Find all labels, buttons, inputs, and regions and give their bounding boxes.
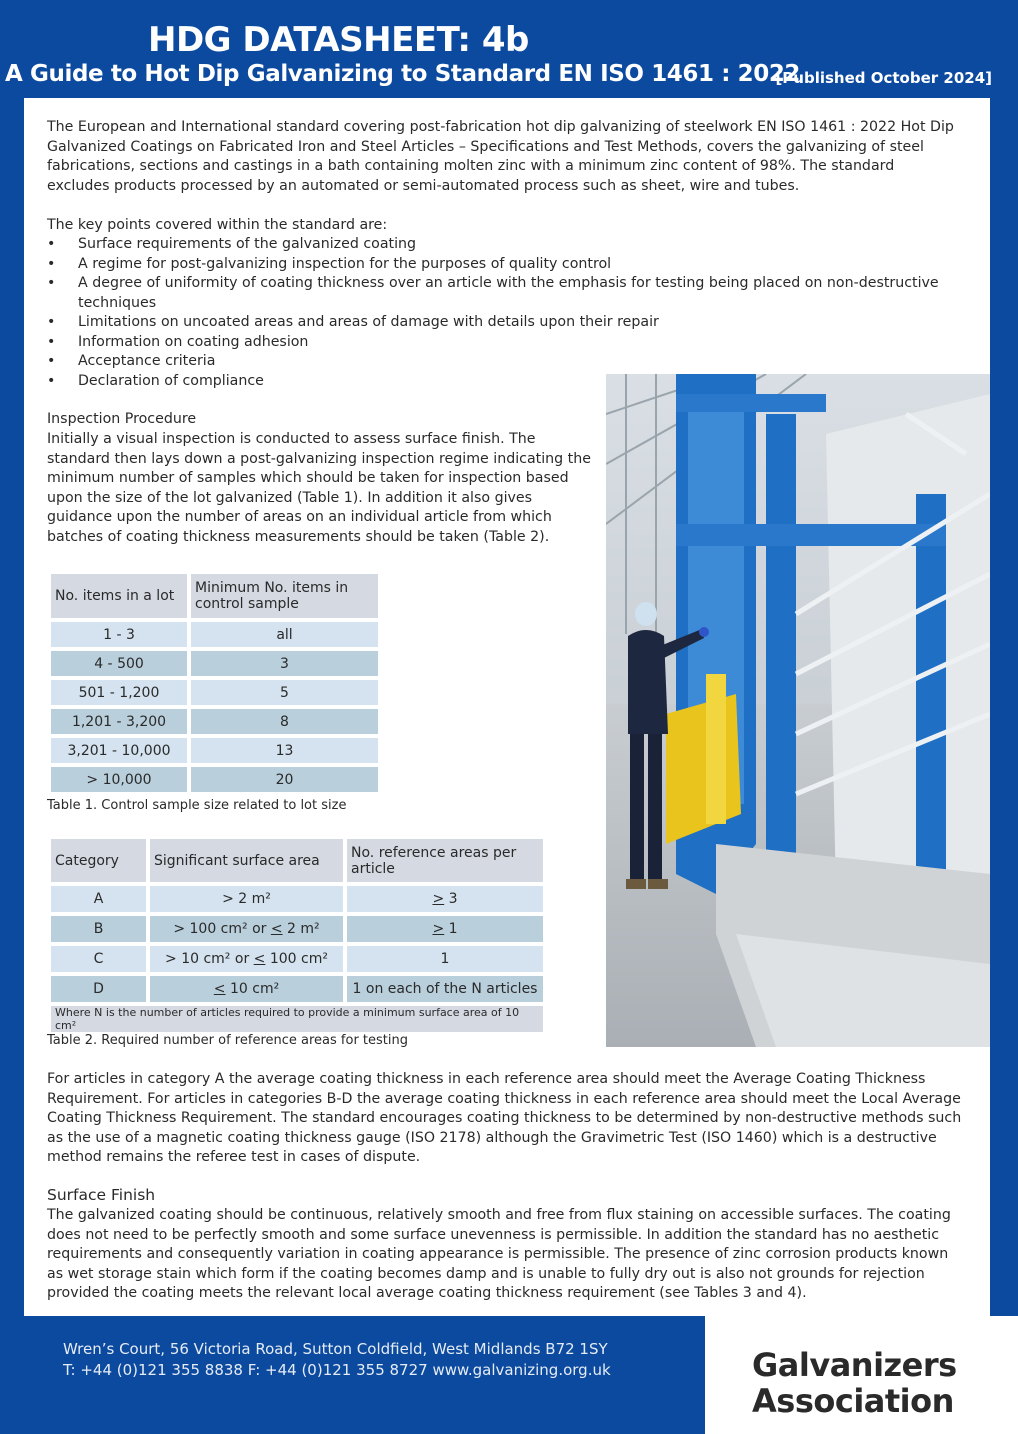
table-cell [347, 886, 543, 912]
list-item-text: Limitations on uncoated areas and areas of damage with details upon their repair [78, 314, 659, 330]
content-panel [24, 98, 990, 1316]
table-row [51, 709, 378, 734]
table-cell [150, 916, 343, 942]
bullet-icon: • [47, 275, 56, 291]
table-cell: 5 [191, 680, 378, 705]
table-header-cell: No. reference areas per article [347, 839, 543, 882]
list-item [47, 255, 947, 275]
cell-symbol: < [270, 921, 283, 937]
list-item-text: Information on coating adhesion [78, 333, 309, 350]
cell-symbol: < [213, 981, 226, 997]
table-row [51, 767, 378, 792]
cell-text: 2 m² [282, 921, 320, 937]
table-cell: all [191, 622, 378, 647]
list-item-text: Surface requirements of the galvanized coating [78, 236, 417, 252]
list-item-text: Acceptance criteria [78, 353, 216, 369]
bullet-icon: • [47, 236, 56, 252]
table-cell: B [51, 916, 146, 942]
table-cell: 3 [191, 651, 378, 676]
table-cell [347, 976, 543, 1002]
list-item [47, 352, 947, 372]
table-cell: 4 - 500 [51, 651, 187, 676]
key-points-intro: The key points covered within the standard are: [47, 217, 388, 233]
cell-symbol: < [253, 951, 266, 967]
cell-text: 10 cm² [225, 981, 280, 997]
cell-symbol: > [432, 891, 445, 907]
cell-text: 3 [444, 891, 458, 907]
table-cell: A [51, 886, 146, 912]
table-row [51, 976, 543, 1002]
inspection-heading: Inspection Procedure [47, 411, 197, 427]
table-header-row [51, 574, 378, 618]
list-item-text: A regime for post-galvanizing inspection for the purposes of quality control [78, 255, 612, 272]
footer-address: Wren’s Court, 56 Victoria Road, Sutton Coldfield, West Midlands B72 1SY [63, 1340, 608, 1358]
table-note-row [51, 1006, 543, 1032]
galvanizers-association-logo [705, 1316, 1018, 1434]
table-cell: > 10,000 [51, 767, 187, 792]
list-item [47, 274, 947, 313]
cell-text: > 100 cm² or [173, 921, 271, 937]
table-row [51, 916, 543, 942]
table-cell [150, 946, 343, 972]
header-title: HDG DATASHEET: 4b [148, 20, 529, 60]
table-header-cell: Significant surface area [150, 839, 343, 882]
list-item [47, 333, 947, 353]
cell-text: 1 [444, 921, 458, 937]
galvanizing-plant-photo [606, 374, 990, 1047]
cell-text: > 2 m² [222, 891, 271, 907]
logo-line-2: Association [752, 1382, 954, 1420]
cell-text: > 10 cm² or [165, 951, 254, 967]
table-note: Where N is the number of articles required to provide a minimum surface area of 10 cm² [51, 1006, 543, 1032]
control-sample-table [47, 570, 382, 796]
table-cell [150, 976, 343, 1002]
table-row [51, 651, 378, 676]
table-cell: D [51, 976, 146, 1002]
table1-caption: Table 1. Control sample size related to lot size [47, 798, 347, 813]
table-row [51, 738, 378, 763]
cell-text: 1 [440, 951, 450, 967]
bullet-icon: • [47, 333, 56, 350]
list-item [47, 313, 947, 333]
intro-paragraph: The European and International standard covering post-fabrication hot dip galvanizing of steelwork EN ISO 1461 : 2022 Hot Dip Galvanized Coatings on Fabricated Iron and Steel Articles – Specifications and Test Methods, covers the galvanizing of steel fabrications, sections and castings in a bath containing molten zinc with a minimum zinc content of 98%. The standard excludes products processed by an automated or semi-automated process such as sheet, wire and tubes. [47, 119, 954, 194]
key-points-list [47, 235, 947, 391]
bullet-icon: • [47, 255, 56, 272]
table-cell: 1,201 - 3,200 [51, 709, 187, 734]
bullet-icon: • [47, 353, 56, 369]
list-item-text: Declaration of compliance [78, 372, 264, 389]
bullet-icon: • [47, 372, 56, 389]
table-cell: 501 - 1,200 [51, 680, 187, 705]
table-cell: 3,201 - 10,000 [51, 738, 187, 763]
table-cell: C [51, 946, 146, 972]
header-subtitle: A Guide to Hot Dip Galvanizing to Standard EN ISO 1461 : 2022 [5, 61, 801, 87]
table-cell [347, 946, 543, 972]
reference-areas-table [47, 835, 547, 1036]
table-cell [347, 916, 543, 942]
table-cell: 8 [191, 709, 378, 734]
surface-finish-heading: Surface Finish [47, 1186, 156, 1204]
cell-symbol: > [432, 921, 445, 937]
published-date: [Published October 2024] [775, 69, 992, 87]
table-cell: 20 [191, 767, 378, 792]
cell-text: 1 on each of the N articles [352, 981, 538, 997]
table-row [51, 680, 378, 705]
table-header-cell: No. items in a lot [51, 574, 187, 618]
table-cell [150, 886, 343, 912]
surface-finish-paragraph: The galvanized coating should be continuous, relatively smooth and free from flux staining on accessible surfaces. The coating does not need to be perfectly smooth and some surface unevenness is permissible. In addition the standard has no aesthetic requirements and consequently variation in coating appearance is permissible. The presence of zinc corrosion products known as wet storage stain which form if the coating becomes damp and is unable to fully dry out is also not grounds for rejection provided the coating meets the relevant local average coating thickness requirement (see Tables 3 and 4). [47, 1207, 951, 1301]
table-row [51, 886, 543, 912]
bullet-icon: • [47, 314, 56, 330]
table-header-cell: Minimum No. items in control sample [191, 574, 378, 618]
list-item [47, 235, 947, 255]
photo-illustration [606, 374, 990, 1047]
footer-contact: T: +44 (0)121 355 8838 F: +44 (0)121 355 8727 www.galvanizing.org.uk [63, 1361, 611, 1379]
table-row [51, 622, 378, 647]
logo-line-1: Galvanizers [752, 1346, 957, 1384]
list-item-text: A degree of uniformity of coating thickness over an article with the emphasis for testing being placed on non-destructive techniques [78, 275, 939, 311]
table-cell: 1 - 3 [51, 622, 187, 647]
inspection-paragraph: Initially a visual inspection is conducted to assess surface finish. The standard then lays down a post-galvanizing inspection regime indicating the minimum number of samples which should be taken for inspection based upon the size of the lot galvanized (Table 1). In addition it also gives guidance upon the number of areas on an individual article from which batches of coating thickness measurements should be taken (Table 2). [47, 431, 591, 545]
table-header-cell: Category [51, 839, 146, 882]
cell-text: 100 cm² [265, 951, 328, 967]
table-header-row [51, 839, 543, 882]
table-row [51, 946, 543, 972]
coating-thickness-paragraph: For articles in category A the average coating thickness in each reference area should meet the Average Coating Thickness Requirement. For articles in categories B-D the average coating thickness in each reference area should meet the Local Average Coating Thickness Requirement. The standard encourages coating thickness to be determined by non-destructive methods such as the use of a magnetic coating thickness gauge (ISO 2178) although the Gravimetric Test (ISO 1460) which is a destructive method remains the referee test in cases of dispute. [47, 1071, 962, 1165]
table-cell: 13 [191, 738, 378, 763]
table2-caption: Table 2. Required number of reference areas for testing [47, 1033, 408, 1048]
